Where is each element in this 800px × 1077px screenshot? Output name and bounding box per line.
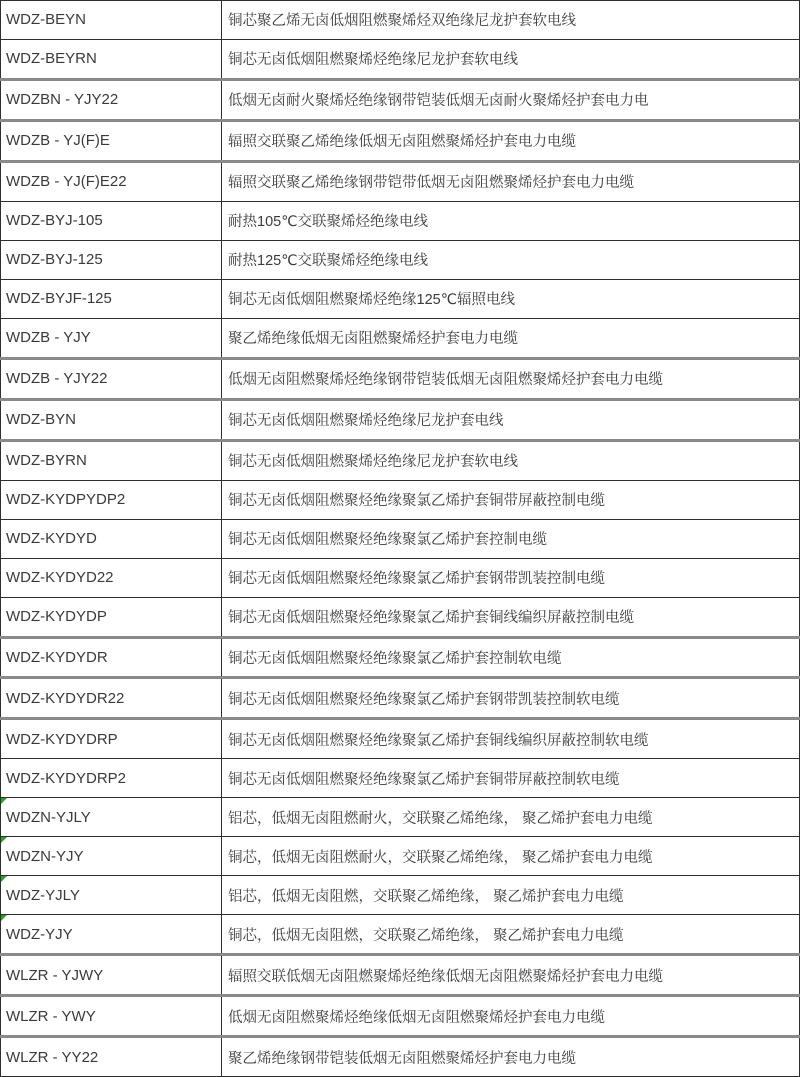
model-code: WLZR - YY22 [6, 1048, 99, 1066]
description: 铜芯无卤低烟阻燃聚烃绝缘聚氯乙烯护套铜线编织屏蔽控制软电缆 [228, 732, 649, 749]
model-code-cell[interactable] [0, 720, 222, 758]
model-code-cell[interactable] [0, 956, 222, 994]
table-row [0, 1, 800, 40]
description: 铜芯无卤低烟阻燃聚烃绝缘聚氯乙烯护套铜带屏蔽控制软电缆 [228, 771, 620, 788]
model-code-cell[interactable] [0, 81, 222, 119]
table-row [0, 720, 800, 759]
description: 低烟无卤耐火聚烯烃绝缘钢带铠装低烟无卤耐火聚烯烃护套电力电 [228, 93, 649, 110]
table-row [0, 876, 800, 915]
description: 铜芯无卤低烟阻燃聚烃绝缘聚氯乙烯护套铜带屏蔽控制电缆 [228, 493, 605, 510]
description-cell[interactable] [222, 122, 800, 160]
model-code: WDZ-BEYN [6, 11, 86, 29]
model-code: WDZ-KYDYDP [6, 608, 107, 626]
model-code-cell[interactable] [0, 241, 222, 279]
description: 辐照交联聚乙烯绝缘低烟无卤阻燃聚烯烃护套电力电缆 [228, 134, 576, 151]
table-row [0, 520, 800, 559]
description-cell[interactable] [222, 319, 800, 357]
model-code-cell[interactable] [0, 481, 222, 519]
model-code: WLZR - YWY [6, 1007, 96, 1025]
model-code-cell[interactable] [0, 163, 222, 201]
table-row [0, 241, 800, 280]
table-row [0, 122, 800, 163]
model-code-cell[interactable] [0, 559, 222, 597]
table-row [0, 639, 800, 680]
table-row [0, 280, 800, 319]
model-code: WDZBN - YJY22 [6, 91, 119, 109]
model-code-cell[interactable] [0, 280, 222, 318]
model-code: WDZ-BYRN [6, 452, 87, 470]
description-cell[interactable] [222, 915, 800, 953]
model-code: WLZR - YJWY [6, 966, 104, 984]
description-cell[interactable] [222, 520, 800, 558]
model-code: WDZ-KYDPYDP2 [6, 491, 126, 509]
table-row [0, 679, 800, 720]
description-cell[interactable] [222, 720, 800, 758]
description-cell[interactable] [222, 798, 800, 836]
table-row [0, 360, 800, 401]
description: 耐热125℃交联聚烯烃绝缘电线 [228, 253, 428, 270]
description-cell[interactable] [222, 481, 800, 519]
model-code: WDZ-KYDYDRP2 [6, 769, 127, 787]
description-cell[interactable] [222, 202, 800, 240]
error-indicator-icon [1, 837, 7, 843]
table-row [0, 956, 800, 997]
model-code-cell[interactable] [0, 598, 222, 636]
description-cell[interactable] [222, 40, 800, 78]
description-cell[interactable] [222, 559, 800, 597]
table-row [0, 559, 800, 598]
description-cell[interactable] [222, 163, 800, 201]
description: 铜芯聚乙烯无卤低烟阻燃聚烯烃双绝缘尼龙护套软电线 [228, 13, 576, 30]
description-cell[interactable] [222, 997, 800, 1035]
table-row [0, 163, 800, 202]
model-code: WDZ-KYDYD [6, 530, 97, 548]
description: 铜芯无卤低烟阻燃聚烯烃绝缘125℃辐照电线 [228, 292, 515, 309]
description: 聚乙烯绝缘低烟无卤阻燃聚烯烃护套电力电缆 [228, 331, 518, 348]
model-code: WDZ-BYJ-125 [6, 251, 103, 269]
description: 铜芯无卤低烟阻燃聚烃绝缘聚氯乙烯护套钢带凯装控制电缆 [228, 571, 605, 588]
description-cell[interactable] [222, 442, 800, 480]
table-row [0, 837, 800, 876]
model-code-cell[interactable] [0, 837, 222, 875]
description-cell[interactable] [222, 360, 800, 398]
description: 辐照交联聚乙烯绝缘钢带铠带低烟无卤阻燃聚烯烃护套电力电缆 [228, 175, 634, 192]
model-code-cell[interactable] [0, 442, 222, 480]
model-code: WDZ-BYN [6, 411, 76, 429]
table-row [0, 319, 800, 360]
description: 铜芯无卤低烟阻燃聚烯烃绝缘尼龙护套电线 [228, 413, 504, 430]
table-row [0, 915, 800, 956]
description-cell[interactable] [222, 759, 800, 797]
description: 低烟无卤阻燃聚烯烃绝缘低烟无卤阻燃聚烯烃护套电力电缆 [228, 1009, 605, 1026]
description: 铝芯，低烟无卤阻燃，交联聚乙烯绝缘， 聚乙烯护套电力电缆 [228, 888, 624, 905]
model-code-cell[interactable] [0, 1, 222, 39]
model-code: WDZB - YJY [6, 329, 91, 347]
model-code: WDZN-YJY [6, 847, 84, 865]
description-cell[interactable] [222, 679, 800, 717]
description: 铜芯，低烟无卤阻燃，交联聚乙烯绝缘， 聚乙烯护套电力电缆 [228, 927, 624, 944]
model-code-cell[interactable] [0, 798, 222, 836]
description-cell[interactable] [222, 598, 800, 636]
model-code-cell[interactable] [0, 360, 222, 398]
model-code: WDZ-KYDYD22 [6, 569, 114, 587]
description: 铜芯无卤低烟阻燃聚烯烃绝缘尼龙护套软电线 [228, 454, 518, 471]
description: 铝芯，低烟无卤阻燃耐火，交联聚乙烯绝缘， 聚乙烯护套电力电缆 [228, 810, 653, 827]
description: 辐照交联低烟无卤阻燃聚烯烃绝缘低烟无卤阻燃聚烯烃护套电力电缆 [228, 968, 663, 985]
model-code-cell[interactable] [0, 40, 222, 78]
table-row [0, 40, 800, 81]
model-code: WDZ-BYJ-105 [6, 212, 103, 230]
description-cell[interactable] [222, 956, 800, 994]
description: 铜芯无卤低烟阻燃聚烃绝缘聚氯乙烯护套铜线编织屏蔽控制电缆 [228, 610, 634, 627]
description-cell[interactable] [222, 876, 800, 914]
description-cell[interactable] [222, 1, 800, 39]
description: 铜芯无卤低烟阻燃聚烃绝缘聚氯乙烯护套控制电缆 [228, 532, 547, 549]
model-code: WDZ-KYDYDRP [6, 730, 118, 748]
model-code-cell[interactable] [0, 876, 222, 914]
error-indicator-icon [1, 915, 7, 921]
table-row [0, 798, 800, 837]
error-indicator-icon [1, 798, 7, 804]
model-code-cell[interactable] [0, 520, 222, 558]
table-row [0, 81, 800, 122]
model-code-cell[interactable] [0, 679, 222, 717]
table-row [0, 598, 800, 639]
description: 铜芯，低烟无卤阻燃耐火，交联聚乙烯绝缘， 聚乙烯护套电力电缆 [228, 849, 653, 866]
model-code-cell[interactable] [0, 122, 222, 160]
model-code: WDZ-BYJF-125 [6, 290, 112, 308]
description-cell[interactable] [222, 639, 800, 677]
error-indicator-icon [1, 876, 7, 882]
model-code: WDZ-YJLY [6, 886, 80, 904]
model-code-cell[interactable] [0, 759, 222, 797]
model-code: WDZ-KYDYDR22 [6, 689, 125, 707]
description: 铜芯无卤低烟阻燃聚烃绝缘聚氯乙烯护套钢带凯装控制软电缆 [228, 691, 620, 708]
table-row [0, 759, 800, 798]
model-code: WDZB - YJY22 [6, 370, 108, 388]
description: 铜芯无卤低烟阻燃聚烃绝缘聚氯乙烯护套控制软电缆 [228, 650, 562, 667]
model-code-cell[interactable] [0, 319, 222, 357]
description: 聚乙烯绝缘钢带铠装低烟无卤阻燃聚烯烃护套电力电缆 [228, 1050, 576, 1067]
description: 低烟无卤阻燃聚烯烃绝缘钢带铠装低烟无卤阻燃聚烯烃护套电力电缆 [228, 372, 663, 389]
table-row [0, 401, 800, 442]
description-cell[interactable] [222, 81, 800, 119]
description-cell[interactable] [222, 280, 800, 318]
description-cell[interactable] [222, 837, 800, 875]
table-row [0, 202, 800, 241]
model-code: WDZB - YJ(F)E [6, 132, 110, 150]
model-code-cell[interactable] [0, 202, 222, 240]
model-code-cell[interactable] [0, 639, 222, 677]
description: 铜芯无卤低烟阻燃聚烯烃绝缘尼龙护套软电线 [228, 52, 518, 69]
table-row [0, 481, 800, 520]
model-code: WDZN-YJLY [6, 808, 91, 826]
model-code-cell[interactable] [0, 915, 222, 953]
model-code-cell[interactable] [0, 1038, 222, 1076]
model-code-cell[interactable] [0, 401, 222, 439]
model-code: WDZ-BEYRN [6, 50, 97, 68]
model-code: WDZB - YJ(F)E22 [6, 173, 127, 191]
description-cell[interactable] [222, 1038, 800, 1076]
table-row [0, 1038, 800, 1076]
description-cell[interactable] [222, 401, 800, 439]
table-row [0, 442, 800, 481]
description: 耐热105℃交联聚烯烃绝缘电线 [228, 214, 428, 231]
model-code: WDZ-KYDYDR [6, 648, 108, 666]
table-row [0, 997, 800, 1038]
model-code-cell[interactable] [0, 997, 222, 1035]
model-code: WDZ-YJY [6, 925, 73, 943]
description-cell[interactable] [222, 241, 800, 279]
